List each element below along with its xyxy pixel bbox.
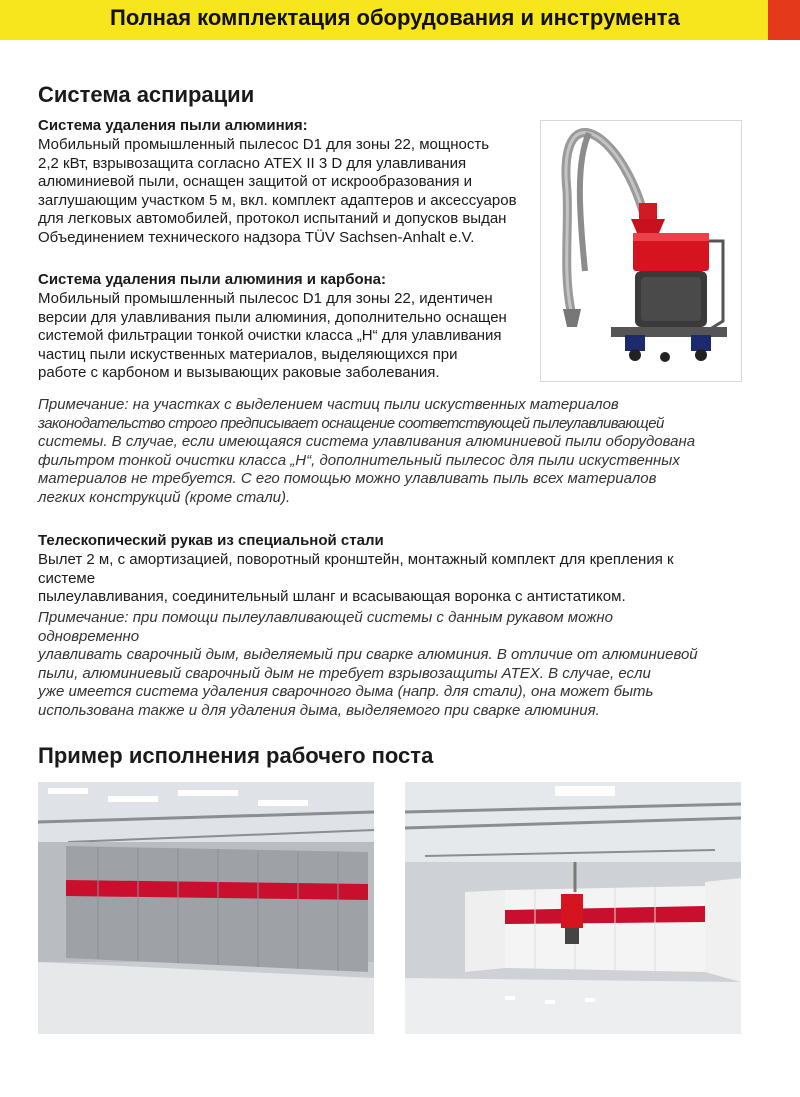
workstation-closed-illustration [38,782,374,1034]
text-line: улавливать сварочный дым, выделяемый при сварке алюминия. В отличие от алюминиевой [38,646,698,664]
text-line: Объединением технического надзора TÜV Sachsen-Anhalt e.V. [38,228,475,246]
text-line: алюминиевой пыли, оснащен защитой от искрообразования и [38,173,473,191]
block-heading-aluminium-carbon: Система удаления пыли алюминия и карбона: [38,271,387,288]
text-line: Вылет 2 м, с амортизацией, поворотный кронштейн, монтажный комплект для крепления к [38,551,674,568]
block-text-aluminium-carbon [38,290,534,383]
text-line: Примечание: на участках с выделением частиц пыли искуственных материалов [38,396,619,413]
text-line: Мобильный промышленный пылесос D1 для зоны 22, идентичен [38,290,493,307]
workstation-photo-closed [38,782,374,1034]
workstation-photo-open [405,782,741,1034]
text-line: заглушающим участком 5 м, вкл. комплект адаптеров и аксессуаров [38,191,517,209]
block-text-telescopic-arm [38,551,742,607]
banner-red-block [768,0,800,40]
text-line: законодательство строго предписывает оснащение соответствующей пылеулавливающей [38,414,664,432]
text-line: 2,2 кВт, взрывозащита согласно ATEX II 3 D для улавливания [38,154,467,172]
text-line: использована также и для удаления дыма, выделяемого при сварке алюминия. [38,701,600,719]
note-plastic-dust [38,396,742,508]
text-line: системе [38,569,96,587]
text-line: работе с карбоном и вызывающих раковые заболевания. [38,364,440,382]
text-line: пылеулавливания, соединительный шланг и всасывающая воронка с антистатиком. [38,588,626,606]
text-line: фильтром тонкой очистки класса „H“, дополнительный пылесос для пыли искуственных [38,451,680,469]
section-title-aspiration: Система аспирации [38,82,255,107]
text-line: Мобильный промышленный пылесос D1 для зоны 22, мощность [38,136,490,153]
banner-title: Полная комплектация оборудования и инструмента [110,5,680,30]
text-line: уже имеется система удаления сварочного дыма (напр. для стали), она может быть [38,683,654,701]
block-heading-telescopic-arm: Телескопический рукав из специальной стали [38,532,384,549]
text-line: Примечание: при помощи пылеулавливающей системы с данным рукавом можно [38,609,613,626]
section-title-workstation-example: Пример исполнения рабочего поста [38,743,434,768]
header-banner [0,0,800,40]
text-line: системой фильтрации тонкой очистки класса „H“ для улавливания [38,327,502,345]
note-welding-fume [38,609,742,721]
text-line: версии для улавливания пыли алюминия, дополнительно оснащен [38,308,507,326]
vacuum-cleaner-image [540,120,742,382]
text-line: пыли, алюминиевый сварочный дым не требует взрывозащиты ATEX. В случае, если [38,664,651,682]
block-text-aluminium [38,136,534,248]
text-line: одновременно [38,627,140,645]
vacuum-cleaner-illustration [541,121,741,381]
text-line: для легковых автомобилей, протокол испытаний и допусков выдан [38,210,507,228]
text-line: легких конструкций (кроме стали). [38,488,291,506]
text-line: системы. В случае, если имеющаяся система улавливания алюминиевой пыли оборудована [38,433,696,451]
text-line: материалов не требуется. С его помощью можно улавливать пыль всех материалов [38,470,657,488]
text-line: частиц пыли искуственных материалов, выделяющихся при [38,345,458,363]
block-heading-aluminium: Система удаления пыли алюминия: [38,117,308,134]
workstation-open-illustration [405,782,741,1034]
